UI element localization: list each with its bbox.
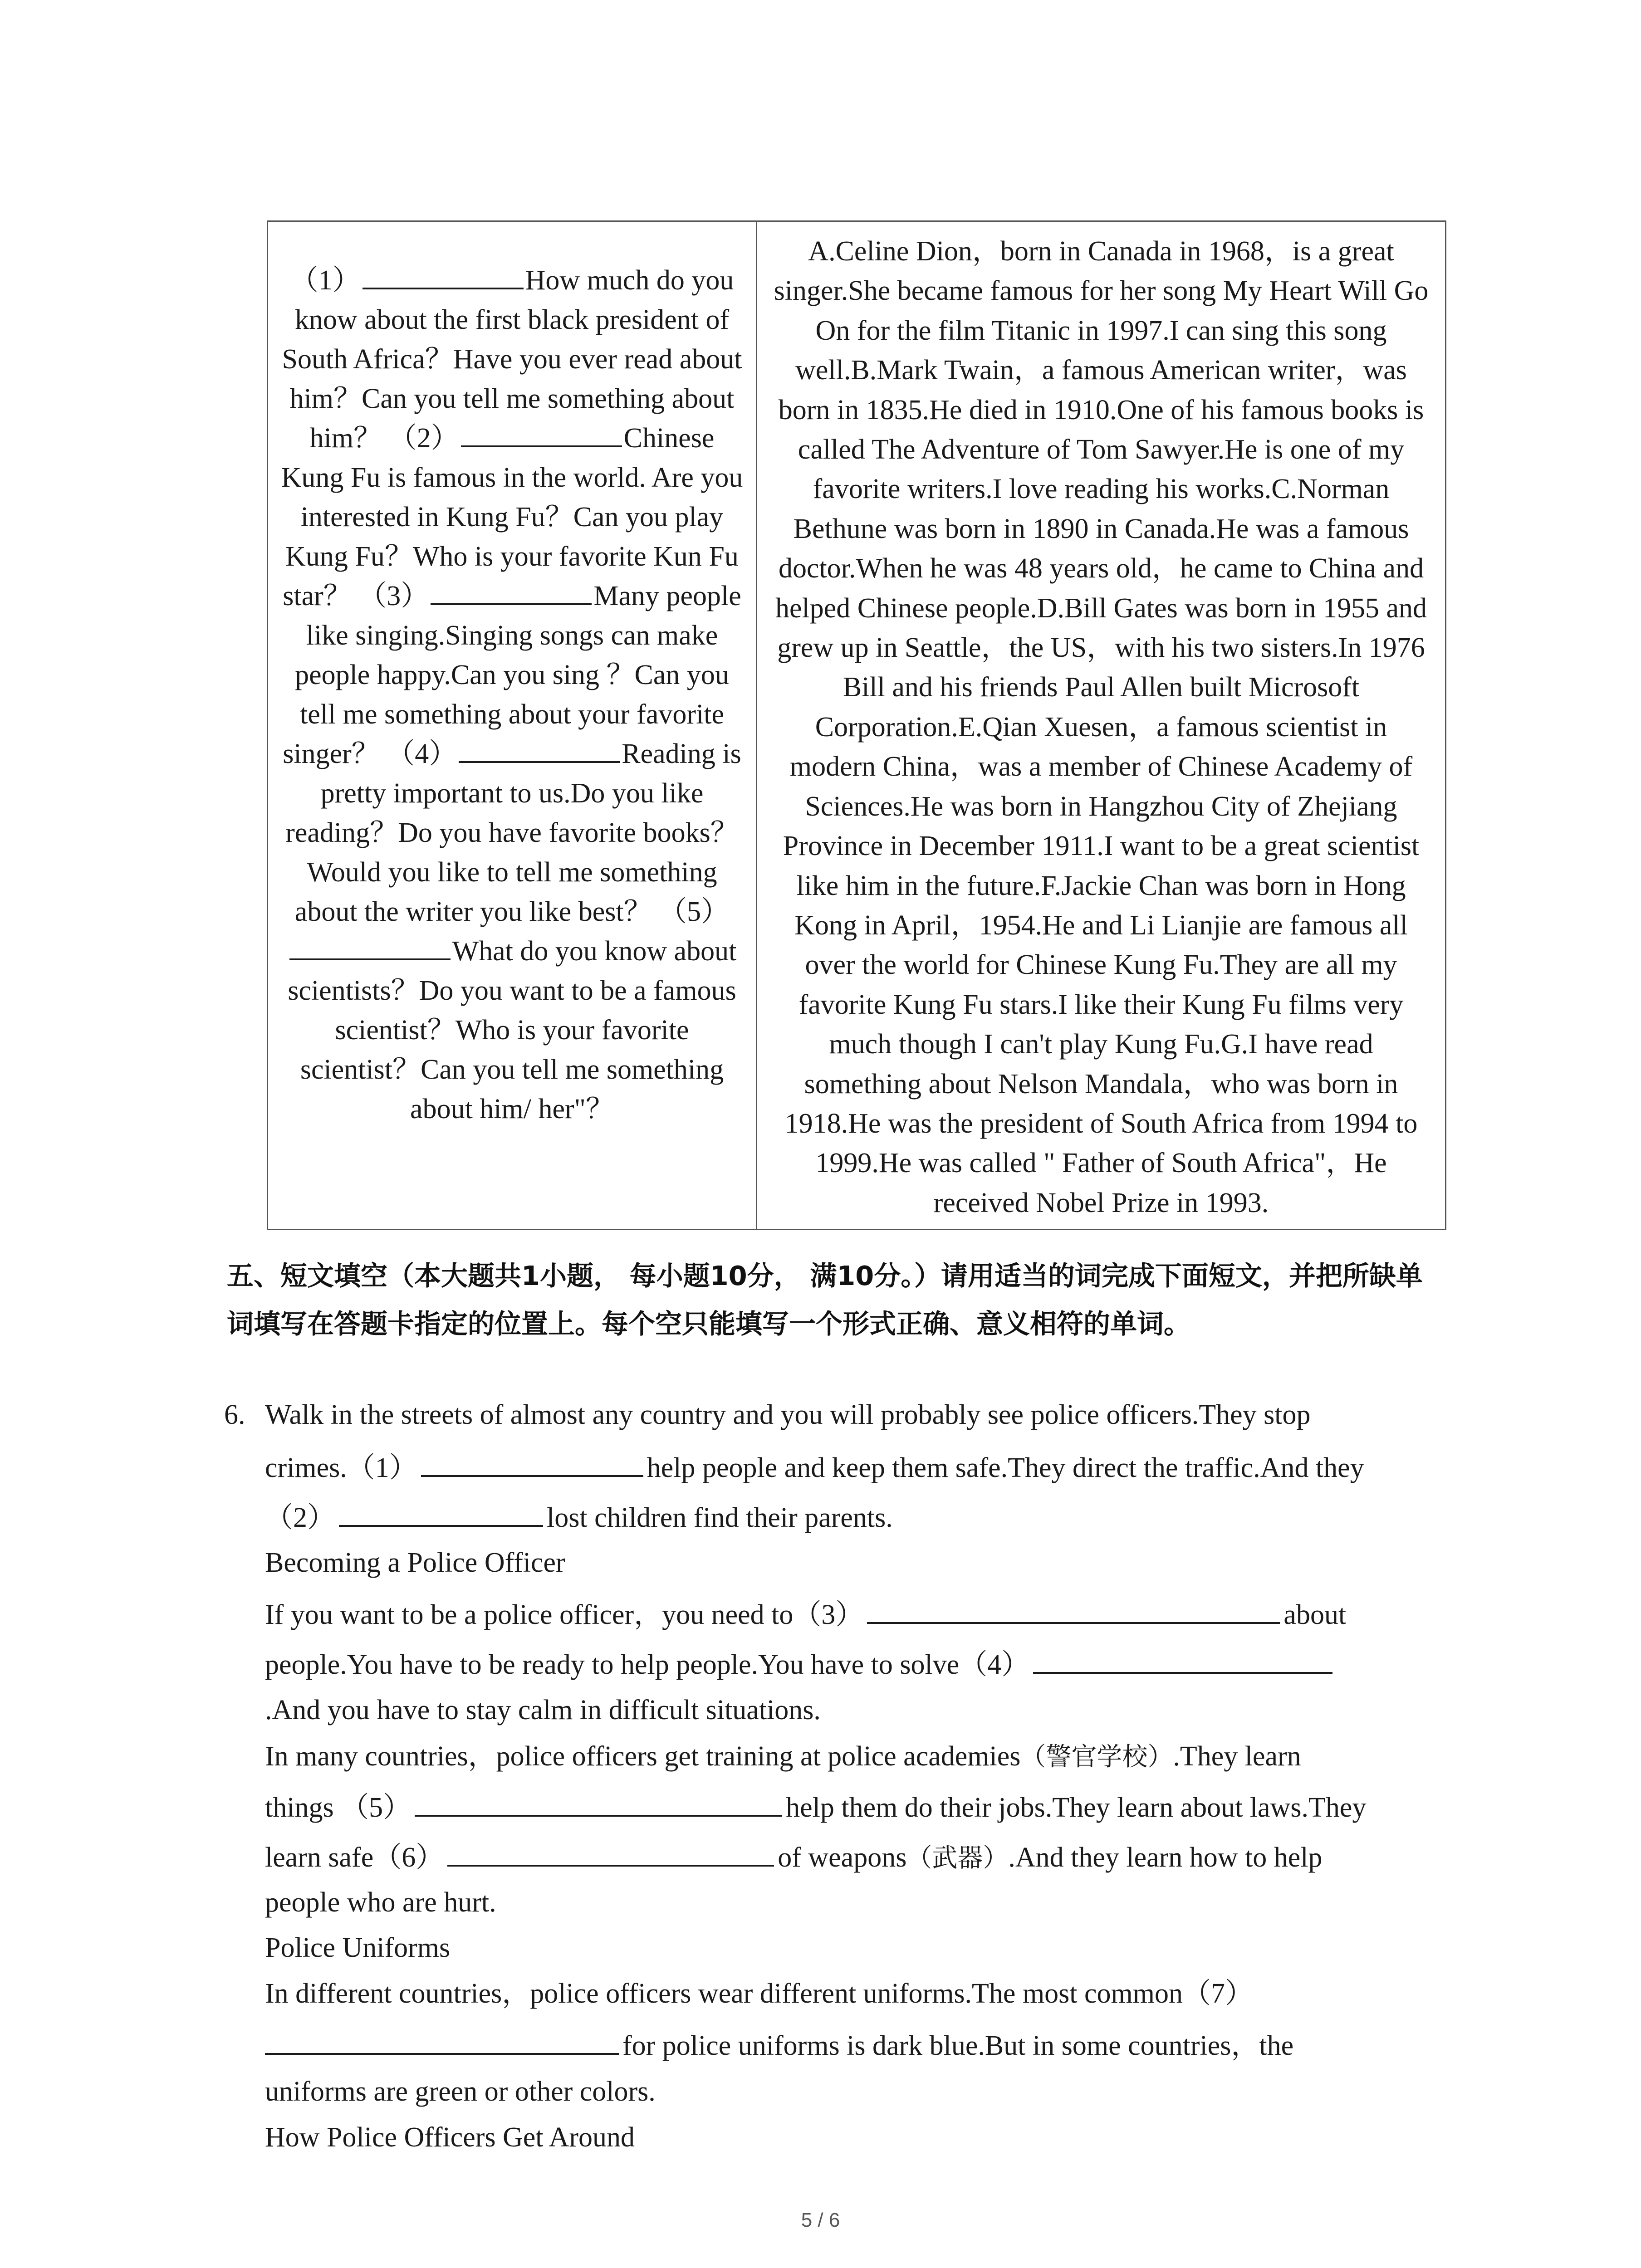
- questions-column: [268, 222, 757, 1229]
- line-text: people.You have to be ready to help people.You have to solve（4）: [265, 1649, 1030, 1680]
- marker-3: （3）: [358, 581, 429, 611]
- marker-4: （4）: [387, 738, 457, 769]
- question-5-text: What do you know about scientists？Do you want to be a famous scientist？Who is your favorite scientist？Can you tell me something about him/ her"？: [288, 936, 737, 1124]
- line-text: crimes.（1）: [265, 1452, 417, 1483]
- line-text: lost children find their parents.: [547, 1502, 893, 1533]
- matching-table: [267, 220, 1446, 1230]
- line-text: things （5）: [265, 1792, 411, 1823]
- line-text: uniforms are green or other colors.: [265, 2076, 656, 2107]
- line-text: people who are hurt.: [265, 1887, 496, 1918]
- passage-line: [265, 1450, 1454, 1485]
- blank-4[interactable]: [459, 735, 620, 763]
- line-text: learn safe（6）: [265, 1842, 444, 1873]
- passage-line: [265, 1839, 1454, 1875]
- passage-line: [265, 2075, 1454, 2108]
- passage-line: [265, 1740, 1454, 1774]
- passage-line: [265, 1597, 1454, 1632]
- subheading-police-uniforms: [265, 1931, 1454, 1965]
- question-4-text: Reading is pretty important to us.Do you like reading？Do you have favorite books？Would you like to tell me something about the writer you like best？: [285, 738, 741, 927]
- line-text: In many countries，police officers get training at police academies: [265, 1741, 1021, 1772]
- line-text: .And you have to stay calm in difficult situations.: [265, 1695, 821, 1725]
- options-column: [757, 222, 1445, 1229]
- blank-5[interactable]: [289, 932, 451, 960]
- line-text: Police Uniforms: [265, 1932, 451, 1963]
- line-text: If you want to be a police officer，you need to（3）: [265, 1599, 864, 1630]
- line-text: .They learn: [1173, 1741, 1301, 1772]
- line-text: In different countries，police officers wear different uniforms.The most common（7）: [265, 1978, 1253, 2009]
- cjk-note: （武器）: [906, 1843, 1009, 1873]
- blank-field-5[interactable]: [415, 1789, 782, 1817]
- marker-2: （2）: [388, 423, 459, 454]
- blank-3[interactable]: [431, 577, 592, 605]
- blank-field-3[interactable]: [867, 1597, 1280, 1624]
- blank-field-6[interactable]: [447, 1839, 774, 1867]
- line-text: for police uniforms is dark blue.But in some countries，the: [622, 2030, 1294, 2061]
- passage-line: [265, 1977, 1454, 2010]
- line-text: help people and keep them safe.They direct the traffic.And they: [647, 1452, 1364, 1483]
- line-text: Becoming a Police Officer: [265, 1547, 565, 1578]
- passage-line: [265, 1789, 1454, 1824]
- subheading-get-around: [265, 2121, 1454, 2154]
- section-heading: 五、短文填空（本大题共1小题， 每小题10分， 满10分。）请用适当的词完成下面短文，并把所缺单词填写在答题卡指定的位置上。每个空只能填写一个形式正确、意义相符的单词。: [227, 1260, 1423, 1339]
- blank-field-7[interactable]: [265, 2028, 619, 2055]
- options-text: A.Celine Dion，born in Canada in 1968，is a great singer.She became famous for her song My Heart Will Go On for the film Titanic in 1997.I can sing this song well.B.Mark Twain，a famous American writer，was born in 1835.He died in 1910.One of his famous books is called The Adventure of Tom Sawyer.He is one of my favorite writers.I love reading his works.C.Norman Bethune was born in 1890 in Canada.He was a famous doctor.When he was 48 years old，he came to China and helped Chinese people.D.Bill Gates was born in 1955 and grew up in Seattle，the US，with his two sisters.In 1976 Bill and his friends Paul Allen built Microsoft Corporation.E.Qian Xuesen，a famous scientist in modern China，was a member of Chinese Academy of Sciences.He was born in Hangzhou City of Zhejiang Province in December 1911.I want to be a great scientist like him in the future.F.Jackie Chan was born in Hong Kong in April，1954.He and Li Lianjie are famous all over the world for Chinese Kung Fu.They are all my favorite Kung Fu stars.I like their Kung Fu films very much though I can't play Kung Fu.G.I have read something about Nelson Mandala，who was born in 1918.He was the president of South Africa from 1994 to 1999.He was called " Father of South Africa"，He received Nobel Prize in 1993.: [774, 236, 1429, 1218]
- passage-line: [265, 1693, 1454, 1727]
- blank-2[interactable]: [461, 419, 622, 447]
- line-text: of weapons: [778, 1842, 907, 1873]
- cjk-note: （警官学校）: [1020, 1742, 1173, 1772]
- blank-field-4[interactable]: [1033, 1647, 1332, 1674]
- passage-line: [265, 1500, 1454, 1535]
- line-text: Walk in the streets of almost any country and you will probably see police officers.They stop: [265, 1399, 1311, 1430]
- blank-field-1[interactable]: [421, 1450, 643, 1477]
- blank-1[interactable]: [362, 261, 524, 289]
- subheading-becoming-officer: [265, 1546, 1454, 1579]
- line-text: How Police Officers Get Around: [265, 2122, 635, 2153]
- passage-line: [265, 2028, 1454, 2063]
- question-number: 6.: [224, 1399, 245, 1430]
- line-text: .And they learn how to help: [1008, 1842, 1323, 1873]
- question-1-text: How much do you know about the first black president of South Africa？Have you ever read about him？Can you tell me something about him？: [282, 265, 742, 454]
- question-2-text: Chinese Kung Fu is famous in the world. Are you interested in Kung Fu？Can you play Kung Fu？Who is your favorite Kun Fu star？: [281, 423, 743, 611]
- passage-line: [265, 1647, 1454, 1681]
- line-text: about: [1283, 1599, 1347, 1630]
- blank-field-2[interactable]: [339, 1500, 543, 1527]
- question-3-text: Many people like singing.Singing songs can make people happy.Can you sing ？Can you tell me something about your favorite singer？: [283, 581, 741, 769]
- marker-1: （1）: [290, 265, 361, 296]
- passage-line: [265, 1398, 1454, 1432]
- passage-line: [265, 1886, 1454, 1919]
- page-number: 5 / 6: [801, 2209, 840, 2231]
- line-text: （2）: [265, 1502, 336, 1533]
- line-text: help them do their jobs.They learn about laws.They: [786, 1792, 1367, 1823]
- marker-5: （5）: [659, 896, 730, 927]
